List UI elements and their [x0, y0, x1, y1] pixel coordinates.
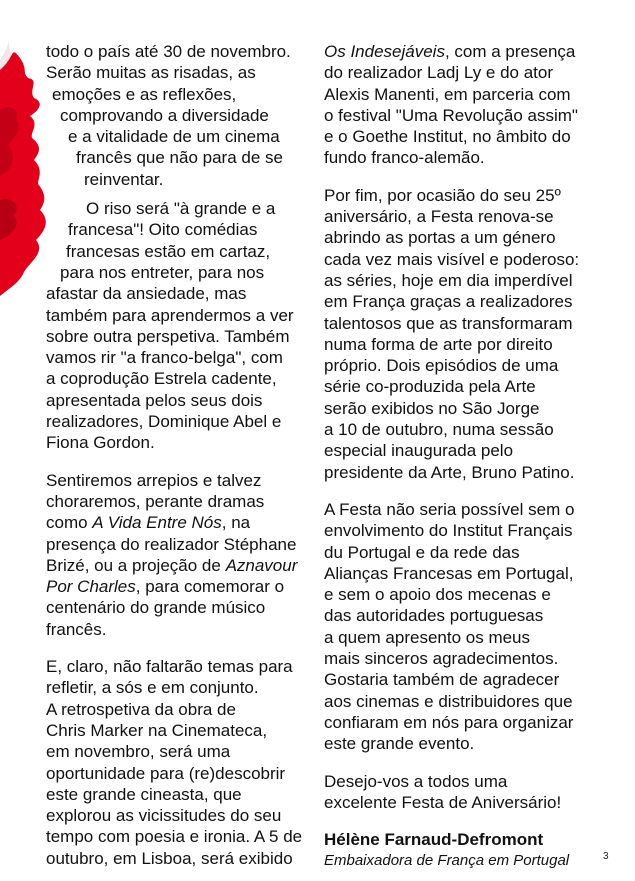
text-line: série co-produzida pela Arte: [324, 377, 536, 397]
text-line: tempo com poesia e ironia. A 5 de: [46, 827, 303, 847]
film-title: Por Charles: [46, 577, 136, 597]
text-line: sobre outra perspetiva. Também: [46, 326, 290, 346]
film-title: Aznavour: [225, 555, 298, 575]
text-line: A Festa não seria possível sem o: [324, 499, 575, 519]
right-column: [324, 41, 592, 872]
text-line: reinventar.: [84, 169, 164, 189]
text-line: apresentada pelos seus dois: [46, 390, 263, 410]
text-line: francesas estão em cartaz,: [66, 241, 271, 261]
text-line: do realizador Ladj Ly e do ator: [324, 63, 554, 83]
paragraph-8: [324, 771, 592, 814]
text-line: especial inaugurada pelo: [324, 441, 514, 461]
page-number: 3: [603, 851, 609, 862]
text-line: a coprodução Estrela cadente,: [46, 369, 277, 389]
text-line: presença do realizador Stéphane: [46, 534, 297, 554]
text-line: E, claro, não faltarão temas para: [46, 657, 293, 677]
paragraph-4: [46, 656, 308, 869]
text-line: emoções e as reflexões,: [52, 84, 237, 104]
text-line: Desejo-vos a todos uma: [324, 771, 508, 791]
text-line: refletir, a sós e em conjunto.: [46, 678, 259, 698]
signature-block: [324, 829, 592, 872]
text-line: aos cinemas e distribuidores que: [324, 691, 573, 711]
text-line: francês.: [46, 619, 107, 639]
text-line: Serão muitas as risadas, as: [46, 63, 256, 83]
text-line: a 10 de outubro, numa sessão: [324, 420, 554, 440]
text-line: abrindo as portas a um género: [324, 228, 556, 248]
text-line: todo o país até 30 de novembro.: [46, 42, 291, 61]
text-line: este grande evento.: [324, 734, 475, 754]
text-run: , para comemorar o: [135, 577, 285, 597]
paragraph-5: [324, 41, 592, 169]
text-line: du Portugal e da rede das: [324, 542, 520, 562]
left-column: [46, 41, 308, 869]
text-line: este grande cineasta, que: [46, 784, 242, 804]
paragraph-2: [46, 198, 308, 454]
text-line: numa forma de arte por direito: [324, 334, 553, 354]
text-line: em França graças a realizadores: [324, 292, 573, 312]
text-line: [324, 41, 592, 62]
text-line: oportunidade para (re)descobrir: [46, 763, 286, 783]
text-line: das autoridades portuguesas: [324, 606, 544, 626]
text-run: Brizé, ou a projeção de: [46, 555, 226, 575]
text-line: e o Goethe Institut, no âmbito do: [324, 127, 571, 147]
text-line: presidente da Arte, Bruno Patino.: [324, 462, 575, 482]
text-line: francês que não para de se: [76, 148, 283, 168]
text-line: cada vez mais visível e poderoso:: [324, 249, 580, 269]
text-line: Alianças Francesas em Portugal,: [324, 563, 574, 583]
text-line: [46, 512, 308, 533]
text-line: Sentiremos arrepios e talvez: [46, 470, 262, 490]
text-line: talentosos que as transformaram: [324, 313, 573, 333]
text-line: aniversário, a Festa renova-se: [324, 207, 554, 227]
paragraph-6: [324, 185, 592, 483]
text-line: Por fim, por ocasião do seu 25º: [324, 185, 561, 205]
paragraph-3: [46, 470, 308, 640]
text-line: o festival "Uma Revolução assim": [324, 105, 578, 125]
text-line: para nos entreter, para nos: [60, 262, 265, 282]
text-line: [46, 555, 308, 576]
text-line: realizadores, Dominique Abel e: [46, 412, 282, 432]
text-line: [46, 576, 308, 597]
text-line: comprovando a diversidade: [60, 105, 269, 125]
text-line: francesa"! Oito comédias: [68, 220, 258, 240]
paragraph-7: [324, 499, 592, 755]
text-line: e a vitalidade de um cinema: [68, 127, 280, 147]
film-title: A Vida Entre Nós: [92, 513, 222, 533]
text-line: vamos rir "a franco-belga", com: [46, 348, 283, 368]
text-line: A retrospetiva da obra de: [46, 699, 236, 719]
text-line: próprio. Dois episódios de uma: [324, 356, 559, 376]
text-line: também para aprendermos a ver: [46, 305, 294, 325]
text-line: excelente Festa de Aniversário!: [324, 792, 562, 812]
text-line: fundo franco-alemão.: [324, 148, 485, 168]
text-run: , na: [221, 513, 251, 533]
text-line: e sem o apoio dos mecenas e: [324, 585, 551, 605]
text-line: confiaram em nós para organizar: [324, 712, 574, 732]
text-line: Gostaria também de agradecer: [324, 670, 560, 690]
text-run: , com a presença: [444, 42, 576, 61]
text-run: como: [46, 513, 93, 533]
text-line: Chris Marker na Cinemateca,: [46, 720, 268, 740]
text-line: Alexis Manenti, em parceria com: [324, 84, 571, 104]
text-line: serão exibidos no São Jorge: [324, 398, 540, 418]
text-line: envolvimento do Institut Français: [324, 521, 573, 541]
paragraph-1: [46, 41, 308, 190]
text-line: a quem apresento os meus: [324, 627, 531, 647]
text-line: Fiona Gordon.: [46, 433, 155, 453]
signature-name: Hélène Farnaud-Defromont: [324, 830, 544, 850]
text-line: as séries, hoje em dia imperdível: [324, 270, 573, 290]
film-title: Os Indesejáveis: [324, 42, 445, 61]
text-line: O riso será "à grande e a: [86, 199, 276, 219]
text-line: explorou as vicissitudes do seu: [46, 806, 282, 826]
text-line: em novembro, será uma: [46, 742, 231, 762]
signature-role: Embaixadora de França em Portugal: [324, 852, 570, 870]
text-line: centenário do grande músico: [46, 598, 266, 618]
text-line: afastar da ansiedade, mas: [46, 284, 247, 304]
text-line: outubro, em Lisboa, será exibido: [46, 848, 293, 868]
text-line: mais sinceros agradecimentos.: [324, 649, 559, 669]
text-line: choraremos, perante dramas: [46, 491, 265, 511]
